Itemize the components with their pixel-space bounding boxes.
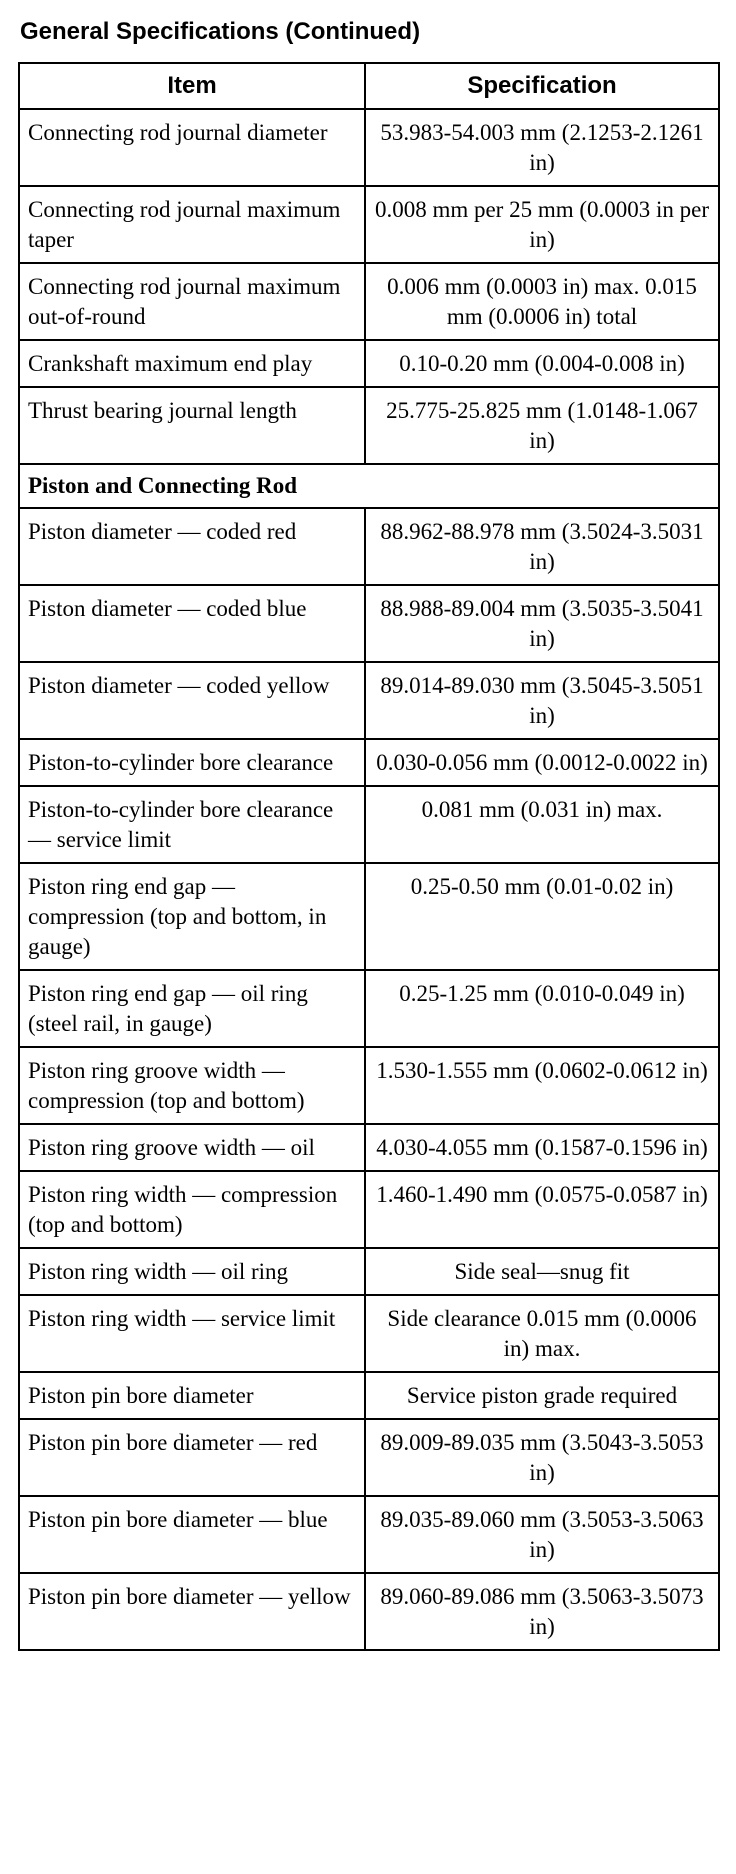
spec-cell: 1.530-1.555 mm (0.0602-0.0612 in) xyxy=(365,1047,719,1124)
table-row xyxy=(19,1295,719,1372)
table-row xyxy=(19,1419,719,1496)
table-row xyxy=(19,662,719,739)
item-cell: Piston pin bore diameter — red xyxy=(19,1419,365,1496)
item-cell: Piston diameter — coded red xyxy=(19,508,365,585)
spec-cell: 0.006 mm (0.0003 in) max. 0.015 mm (0.0006 in) total xyxy=(365,263,719,340)
spec-cell: 0.10-0.20 mm (0.004-0.008 in) xyxy=(365,340,719,387)
spec-cell: 1.460-1.490 mm (0.0575-0.0587 in) xyxy=(365,1171,719,1248)
item-cell: Piston ring groove width — compression (top and bottom) xyxy=(19,1047,365,1124)
spec-cell: 0.25-0.50 mm (0.01-0.02 in) xyxy=(365,863,719,970)
item-cell: Piston ring width — service limit xyxy=(19,1295,365,1372)
item-cell: Piston diameter — coded yellow xyxy=(19,662,365,739)
table-row xyxy=(19,340,719,387)
item-cell: Connecting rod journal maximum out-of-round xyxy=(19,263,365,340)
table-row xyxy=(19,863,719,970)
table-row xyxy=(19,109,719,186)
spec-cell: 0.081 mm (0.031 in) max. xyxy=(365,786,719,863)
item-cell: Piston ring width — oil ring xyxy=(19,1248,365,1295)
table-row xyxy=(19,1047,719,1124)
spec-cell: 4.030-4.055 mm (0.1587-0.1596 in) xyxy=(365,1124,719,1171)
item-cell: Piston ring groove width — oil xyxy=(19,1124,365,1171)
spec-cell: Side clearance 0.015 mm (0.0006 in) max. xyxy=(365,1295,719,1372)
spec-cell: Side seal—snug fit xyxy=(365,1248,719,1295)
table-row xyxy=(19,387,719,464)
item-cell: Connecting rod journal diameter xyxy=(19,109,365,186)
spec-cell: 89.035-89.060 mm (3.5053-3.5063 in) xyxy=(365,1496,719,1573)
spec-cell: 53.983-54.003 mm (2.1253-2.1261 in) xyxy=(365,109,719,186)
item-cell: Thrust bearing journal length xyxy=(19,387,365,464)
section-heading: Piston and Connecting Rod xyxy=(19,464,719,508)
spec-cell: 89.060-89.086 mm (3.5063-3.5073 in) xyxy=(365,1573,719,1650)
spec-cell: 0.25-1.25 mm (0.010-0.049 in) xyxy=(365,970,719,1047)
table-row xyxy=(19,585,719,662)
item-cell: Piston ring end gap — oil ring (steel rail, in gauge) xyxy=(19,970,365,1047)
table-row xyxy=(19,1171,719,1248)
table-row xyxy=(19,1248,719,1295)
table-row xyxy=(19,508,719,585)
item-cell: Piston-to-cylinder bore clearance xyxy=(19,739,365,786)
table-row xyxy=(19,970,719,1047)
spec-cell: 25.775-25.825 mm (1.0148-1.067 in) xyxy=(365,387,719,464)
item-cell: Piston pin bore diameter — yellow xyxy=(19,1573,365,1650)
table-row xyxy=(19,186,719,263)
item-cell: Piston-to-cylinder bore clearance — service limit xyxy=(19,786,365,863)
page-title: General Specifications (Continued) xyxy=(20,18,421,45)
item-cell: Piston ring width — compression (top and bottom) xyxy=(19,1171,365,1248)
table-row xyxy=(19,1573,719,1650)
spec-cell: Service piston grade required xyxy=(365,1372,719,1419)
item-cell: Piston ring end gap — compression (top and bottom, in gauge) xyxy=(19,863,365,970)
spec-cell: 0.030-0.056 mm (0.0012-0.0022 in) xyxy=(365,739,719,786)
specifications-table xyxy=(18,62,720,1651)
table-header-row xyxy=(19,63,719,109)
spec-cell: 88.988-89.004 mm (3.5035-3.5041 in) xyxy=(365,585,719,662)
column-header-item: Item xyxy=(19,63,365,109)
item-cell: Piston pin bore diameter — blue xyxy=(19,1496,365,1573)
spec-cell: 89.014-89.030 mm (3.5045-3.5051 in) xyxy=(365,662,719,739)
item-cell: Piston pin bore diameter xyxy=(19,1372,365,1419)
table-row xyxy=(19,1124,719,1171)
item-cell: Piston diameter — coded blue xyxy=(19,585,365,662)
spec-cell: 89.009-89.035 mm (3.5043-3.5053 in) xyxy=(365,1419,719,1496)
table-row xyxy=(19,1372,719,1419)
section-row xyxy=(19,464,719,508)
table-row xyxy=(19,739,719,786)
spec-cell: 0.008 mm per 25 mm (0.0003 in per in) xyxy=(365,186,719,263)
table-row xyxy=(19,1496,719,1573)
spec-cell: 88.962-88.978 mm (3.5024-3.5031 in) xyxy=(365,508,719,585)
column-header-specification: Specification xyxy=(365,63,719,109)
table-row xyxy=(19,263,719,340)
table-row xyxy=(19,786,719,863)
item-cell: Crankshaft maximum end play xyxy=(19,340,365,387)
item-cell: Connecting rod journal maximum taper xyxy=(19,186,365,263)
